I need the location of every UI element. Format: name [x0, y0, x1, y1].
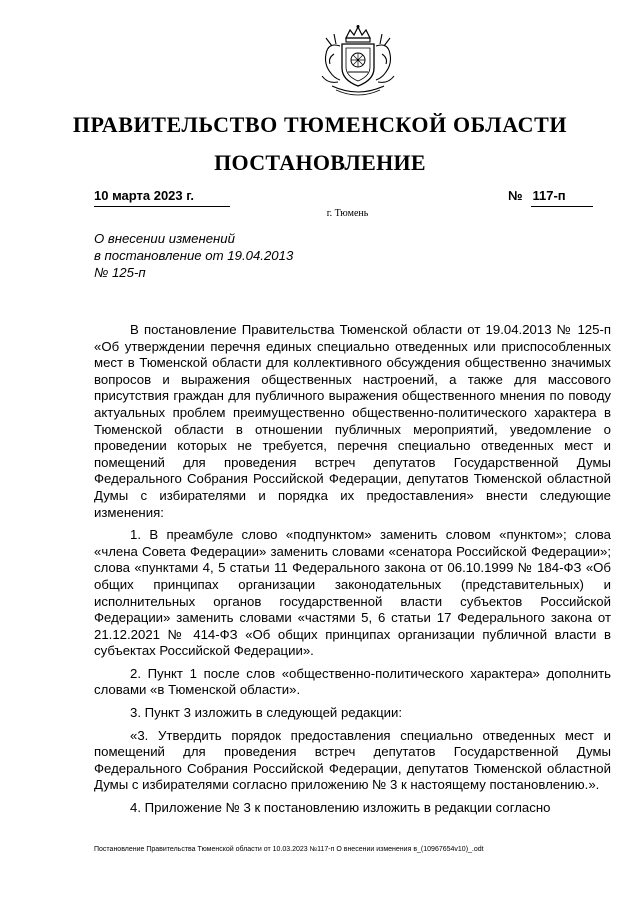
- document-body: [94, 322, 611, 823]
- number-sign: №: [508, 188, 523, 203]
- body-paragraph-item-2: 2. Пункт 1 после слов «общественно-политического характера» дополнить словами «в Тюменской области».: [94, 665, 611, 698]
- body-paragraph-item-4: 4. Приложение № 3 к постановлению изложить в редакции согласно: [130, 800, 551, 816]
- coat-of-arms-icon: [312, 24, 404, 100]
- city-label: г. Тюмень: [326, 208, 369, 219]
- document-number: [508, 188, 593, 206]
- page-footer: Постановление Правительства Тюменской области от 10.03.2023 №117-п О внесении изменения в_(10967654v10)_.odt: [94, 846, 484, 853]
- document-type-title: ПОСТАНОВЛЕНИЕ: [214, 150, 426, 175]
- document-date: 10 марта 2023 г.: [94, 188, 230, 207]
- body-paragraph-item-1: 1. В преамбуле слово «подпунктом» заменить словом «пунктом»; слова «члена Совета Федерации» заменить словами «сенатора Российской Федерации»; слова «пунктами 4, 5 статьи 11 Федерального закона от 06.10.1999 № 184-ФЗ «Об общих принципах организации законодательных (представительных) и исполнительных органов государственной власти субъектов Российской Федерации» заменить словами «частями 5, 6 статьи 17 Федерального закона от 21.12.2021 № 414-ФЗ «Об общих принципах организации публичной власти в субъектах Российской Федерации».: [94, 527, 611, 659]
- body-paragraph-quote: «3. Утвердить порядок предоставления специально отведенных мест и помещений для проведения встреч депутатов Государственной Думы Федерального Собрания Российской Федерации, депутатов Тюменской областной Думы с избирателями согласно приложению № 3 к настоящему постановлению.».: [94, 727, 611, 793]
- number-value: 117-п: [531, 188, 593, 207]
- body-paragraph-item-3: 3. Пункт 3 изложить в следующей редакции:: [130, 705, 403, 721]
- subject-line: № 125-п: [94, 265, 146, 280]
- subject-line: О внесении изменений: [94, 231, 235, 246]
- body-paragraph-preamble: В постановление Правительства Тюменской области от 19.04.2013 № 125-п «Об утверждении перечня единых специально отведенных или приспособленных мест в Тюменской области для коллективного обсуждения общественно значимых вопросов и выражения общественных настроений, а также для массового присутствия граждан для публичного выражения общественного мнения по поводу актуальных проблем преимущественно общественно-политического характера в Тюменской области в отношении публичных мероприятий, уведомление о проведении которых не требуется, перечня специально отведенных мест и помещений для проведения встреч депутатов Государственной Думы Федерального Собрания Российской Федерации, депутатов Тюменской областной Думы с избирателями и порядка их предоставления» внести следующие изменения:: [94, 322, 611, 520]
- organization-title: ПРАВИТЕЛЬСТВО ТЮМЕНСКОЙ ОБЛАСТИ: [72, 112, 568, 137]
- subject-line: в постановление от 19.04.2013: [94, 248, 294, 263]
- document-subject: [94, 230, 344, 281]
